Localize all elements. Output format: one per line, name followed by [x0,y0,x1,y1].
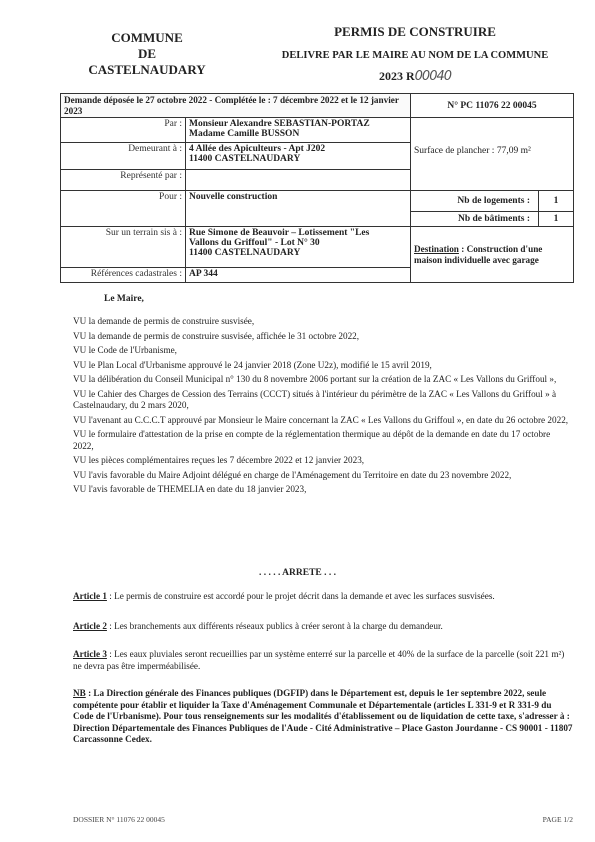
terrain-line-2: Vallons du Griffoul" - Lot N° 30 [189,238,320,248]
refs-value: AP 344 [186,268,411,283]
refs-label: Références cadastrales : [61,268,186,283]
surface-cell [411,118,574,191]
page-number: PAGE 1/2 [542,815,573,824]
permit-title: PERMIS DE CONSTRUIRE [334,24,496,39]
nb-batiments-value: 1 [538,212,573,226]
terrain-line-1: Rue Simone de Beauvoir – Lotissement "Les [189,228,370,238]
address-line-1: 4 Allée des Apiculteurs - Apt J202 [189,144,326,154]
vu-item: VU la délibération du Conseil Municipal n° 130 du 8 novembre 2006 portant sur la création de la ZAC « Les Vallons du Griffoul », [73,374,557,384]
delivered-by: DELIVRE PAR LE MAIRE AU NOM DE LA COMMUNE [281,50,549,61]
dossier-number: DOSSIER N° 11076 22 00045 [73,815,165,824]
permit-header [255,24,575,84]
commune-line-3: CASTELNAUDARY [88,62,206,77]
vu-item: VU l'avis favorable du Maire Adjoint délégué en charge de l'Aménagement du Territoire en date du 23 novembre 2022, [73,469,512,480]
article-1 [73,590,573,602]
handwritten-reference: 00040 [414,69,452,84]
nb-note [73,688,573,746]
year-reference [255,69,575,84]
commune-header [72,30,222,78]
counts-cell [411,191,574,227]
vu-item: VU les pièces complémentaires reçues les 7 décembre 2022 et 12 janvier 2023, [73,455,365,465]
applicant-2: Madame Camille BUSSON [189,129,300,139]
article-3-label: Article 3 [73,649,107,659]
vu-item: VU le formulaire d'attestation de la prise en compte de la réglementation thermique au dépôt de la demande en date du 17 octobre 2022, [73,429,551,451]
vu-item: VU la demande de permis de construire susvisée, [73,316,255,326]
nb-batiments-label: Nb de bâtiments : [457,214,530,224]
nb-text: : La Direction générale des Finances publiques (DGFIP) dans le Département est, depuis le 1er septembre 2022, seule compétente pour établir et liquider la Taxe d'Aménagement Communale et Départementale (articles L 331-9 et R 331-9 du Code de l'Urbanisme). Pour tous renseignements sur les modalités d'établissement ou de liquidation de cette taxe, s'adresser à : Direction Départementale des Finances Publiques de l'Aude - Cité Administrative – Place Gaston Jourdanne - CS 90001 - 11807 Carcassonne Cedex. [73,688,573,744]
permit-info-table [60,93,574,283]
article-2 [73,620,573,632]
par-value [186,118,411,143]
nb-logements-row [411,191,573,212]
address-line-2: 11400 CASTELNAUDARY [189,154,301,164]
vu-item: VU le Plan Local d'Urbanisme approuvé le 24 janvier 2018 (Zone U2z), modifié le 15 avril 2019, [73,359,432,370]
article-2-label: Article 2 [73,621,107,631]
represente-label: Représenté par : [61,170,186,191]
article-3 [73,648,573,672]
year-ref-printed: 2023 R [378,69,415,83]
nb-logements-label: Nb de logements : [457,196,530,206]
article-1-label: Article 1 [73,591,107,601]
par-label: Par : [61,118,186,143]
nb-logements-value: 1 [538,191,573,211]
nb-batiments-row [411,212,573,226]
vu-list [73,316,573,499]
commune-line-1: COMMUNE [111,30,183,45]
vu-item: VU la demande de permis de construire susvisée, affichée le 31 octobre 2022, [73,330,360,341]
destination-label: Destination [414,243,459,254]
article-3-text: : Les eaux pluviales seront recueillies par un système enterré sur la parcelle et 40% de la surface de la parcelle (soit 221 m²) ne devra pas être imperméabilisée. [73,649,565,671]
represente-value [186,170,411,191]
terrain-value [186,227,411,268]
terrain-line-3: 11400 CASTELNAUDARY [189,248,301,258]
permit-number: N° PC 11076 22 00045 [411,94,574,118]
demande-cell: Demande déposée le 27 octobre 2022 - Complétée le : 7 décembre 2022 et le 12 janvier 2023 [61,94,411,118]
article-2-text: : Les branchements aux différents réseaux publics à créer seront à la charge du demandeur. [106,621,443,631]
destination-cell [411,227,574,283]
article-1-text: : Le permis de construire est accordé pour le projet décrit dans la demande et avec les surfaces susvisées. [106,591,495,601]
destination-value: : Construction d'une maison individuelle avec garage [414,243,543,265]
demeurant-value [186,143,411,170]
terrain-label: Sur un terrain sis à : [61,227,186,268]
nb-label: NB [73,688,86,698]
demeurant-label: Demeurant à : [61,143,186,170]
vu-item: VU le Cahier des Charges de Cession des Terrains (CCCT) situés à l'intérieur du périmètre de la ZAC « Les Vallons du Griffoul » à Castelnaudary, du 2 mars 2020, [73,388,557,410]
pour-value: Nouvelle construction [186,191,411,227]
vu-item: VU l'avenant au C.C.C.T approuvé par Monsieur le Maire concernant la ZAC « Les Vallons du Griffoul », en date du 26 octobre 2022, [73,414,569,425]
surface-de-plancher: Surface de plancher : 77,09 m² [414,146,531,156]
commune-line-2: DE [137,46,157,61]
le-maire: Le Maire, [104,294,144,304]
arrete-heading: . . . . . ARRETE . . . [258,568,337,578]
applicant-1: Monsieur Alexandre SEBASTIAN-PORTAZ [189,119,370,129]
vu-item: VU l'avis favorable de THEMELIA en date du 18 janvier 2023, [73,484,307,494]
vu-item: VU le Code de l'Urbanisme, [73,345,177,355]
pour-label: Pour : [61,191,186,227]
